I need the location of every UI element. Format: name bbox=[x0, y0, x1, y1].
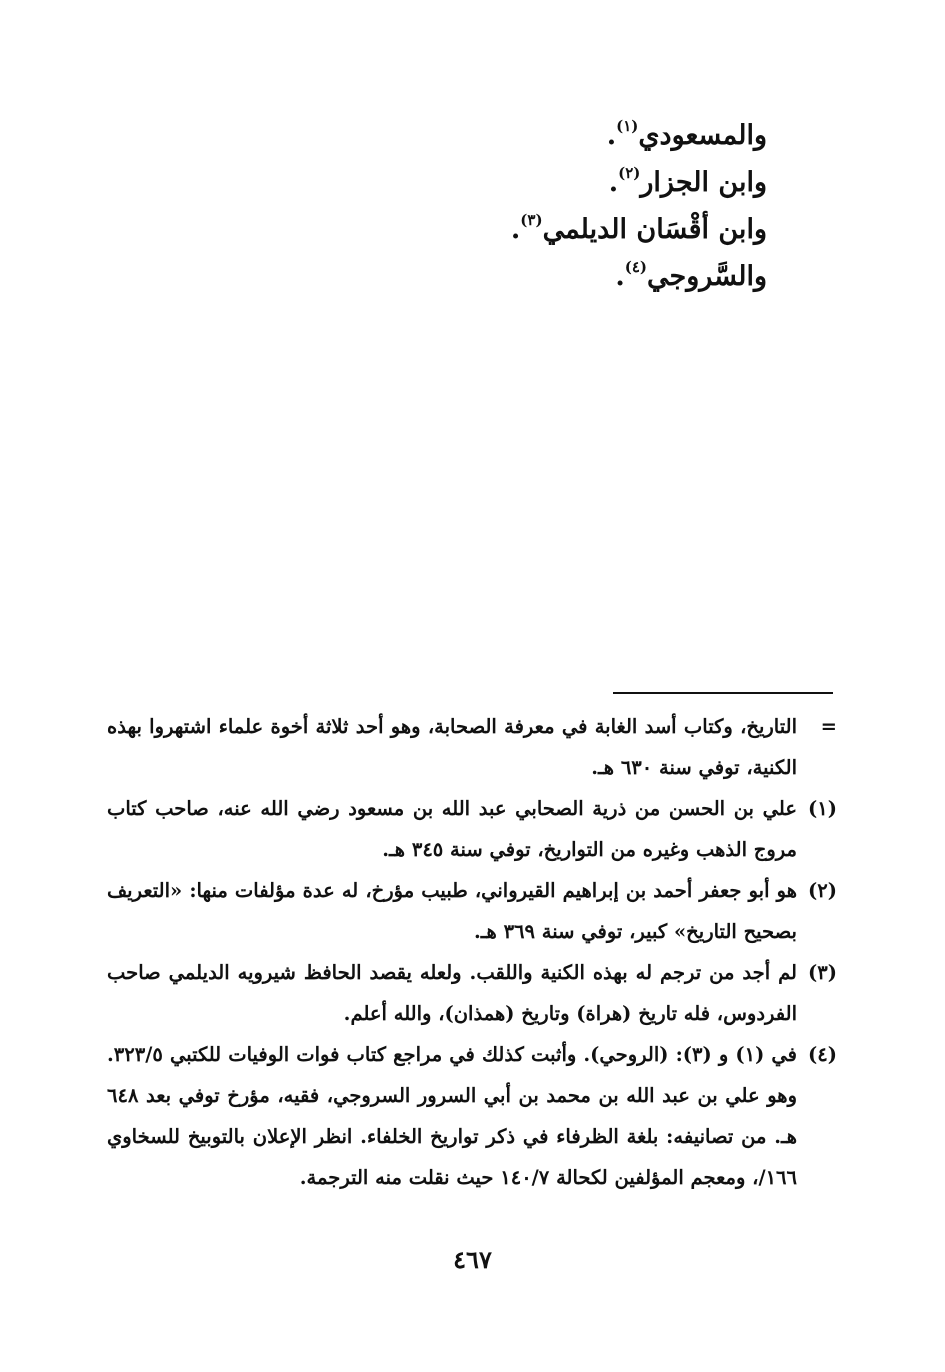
footnote-ref: (١) bbox=[616, 117, 639, 135]
main-line-text: والسَّروجي bbox=[647, 261, 767, 292]
main-line-3 bbox=[267, 206, 767, 253]
footnote-marker: (٢) bbox=[808, 879, 837, 902]
footnotes bbox=[107, 706, 837, 1198]
footnote-text: لم أجد من ترجم له بهذه الكنية واللقب. ولعله يقصد الحافظ شيرويه الديلمي صاحب الفردوس، فله تاريخ (هراة) وتاريخ (همذان)، والله أعلم. bbox=[107, 961, 797, 1025]
line-period: . bbox=[510, 214, 521, 245]
footnote-2 bbox=[107, 870, 837, 952]
footnote-marker: = bbox=[820, 715, 837, 738]
footnote-3 bbox=[107, 952, 837, 1034]
page-number: ٤٦٧ bbox=[453, 1245, 492, 1274]
footnote-ref: (٣) bbox=[520, 211, 543, 229]
line-period: . bbox=[606, 120, 617, 151]
main-line-2 bbox=[267, 159, 767, 206]
footnote-ref: (٤) bbox=[624, 258, 648, 276]
footnote-text: علي بن الحسن من ذرية الصحابي عبد الله بن مسعود رضي الله عنه، صاحب كتاب مروج الذهب وغيره من التواريخ، توفي سنة ٣٤٥ هـ. bbox=[107, 797, 797, 861]
line-period: . bbox=[608, 167, 619, 198]
footnote-4 bbox=[107, 1034, 837, 1198]
footnote-1 bbox=[107, 788, 837, 870]
footnote-text: هو أبو جعفر أحمد بن إبراهيم القيرواني، طبيب مؤرخ، له عدة مؤلفات منها: «التعريف بصحيح التاريخ» كبير، توفي سنة ٣٦٩ هـ. bbox=[107, 879, 797, 943]
main-text bbox=[267, 112, 767, 300]
main-line-4 bbox=[267, 253, 767, 300]
footnote-text: التاريخ، وكتاب أسد الغابة في معرفة الصحابة، وهو أحد ثلاثة أخوة علماء اشتهروا بهذه الكنية، توفي سنة ٦٣٠ هـ. bbox=[107, 715, 797, 779]
footnote-text: في (١) و (٣): (الروحي). وأثبت كذلك في مراجع كتاب فوات الوفيات للكتبي ٣٢٣/٥. وهو علي بن عبد الله بن محمد بن أبي السرور السروجي، فقيه، مؤرخ توفي بعد ٦٤٨ هـ. من تصانيفه: بلغة الظرفاء في ذكر تواريخ الخلفاء. انظر الإعلان بالتوبيخ للسخاوي ١٦٦/، ومعجم المؤلفين لكحالة ١٤٠/٧ حيث نقلت منه الترجمة. bbox=[107, 1043, 797, 1189]
main-line-text: وابن الجزار bbox=[640, 167, 767, 198]
main-line-text: والمسعودي bbox=[638, 120, 767, 151]
main-line-1 bbox=[267, 112, 767, 159]
footnote-marker: (١) bbox=[808, 797, 837, 820]
footnote-continuation bbox=[107, 706, 837, 788]
footnote-ref: (٢) bbox=[618, 164, 641, 182]
footnote-marker: (٣) bbox=[808, 961, 837, 984]
footnote-separator bbox=[613, 692, 833, 694]
main-line-text: وابن أقْسَان الديلمي bbox=[542, 214, 767, 245]
line-period: . bbox=[615, 261, 625, 292]
footnote-marker: (٤) bbox=[808, 1043, 837, 1066]
